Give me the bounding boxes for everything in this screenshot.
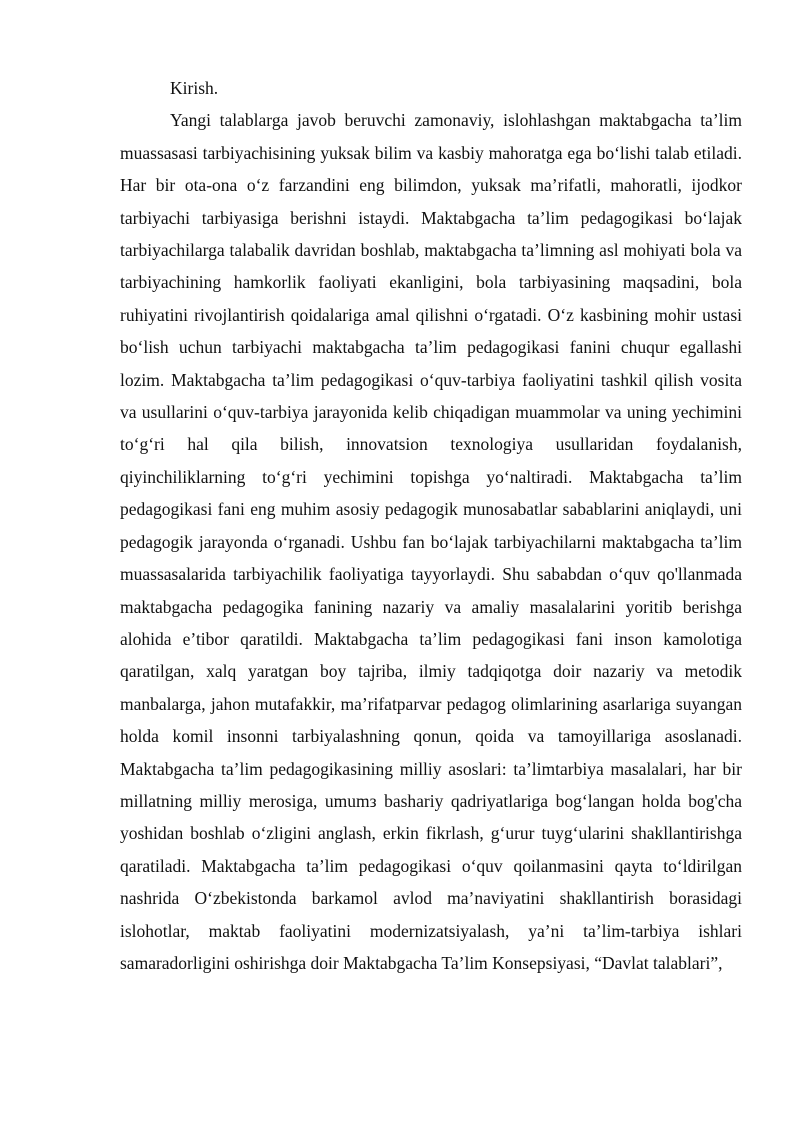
body-paragraph: Yangi talablarga javob beruvchi zamonaviy, islohlashgan maktabgacha ta’lim muassasasi tarbiyachisining yuksak bilim va kasbiy mahoratga ega bo‘lishi talab etiladi. Har bir ota-ona o‘z farzandini eng bilimdon, yuksak ma’rifatli, mahoratli, ijodkor tarbiyachi tarbiyasiga berishni istaydi. Maktabgacha ta’lim pedagogikasi bo‘lajak tarbiyachilarga talabalik davridan boshlab, maktabgacha ta’limning asl mohiyati bola va tarbiyachining hamkorlik faoliyati ekanligini, bola tarbiyasining maqsadini, bola ruhiyatini rivojlantirish qoidalariga amal qilishni o‘rgatadi. O‘z kasbining mohir ustasi bo‘lish uchun tarbiyachi maktabgacha ta’lim pedagogikasi fanini chuqur egallashi lozim. Maktabgacha ta’lim pedagogikasi o‘quv-tarbiya faoliyatini tashkil qilish vosita va usullarini o‘quv-tarbiya jarayonida kelib chiqadigan muammolar va uning yechimini to‘g‘ri hal qila bilish, innovatsion texnologiya usullaridan foydalanish, qiyinchiliklarning to‘g‘ri yechimini topishga yo‘naltiradi. Maktabgacha ta’lim pedagogikasi fani eng muhim asosiy pedagogik munosabatlar sabablarini aniqlaydi, uni pedagogik jarayonda o‘rganadi. Ushbu fan bo‘lajak tarbiyachilarni maktabgacha ta’lim muassasalarida tarbiyachilik faoliyatiga tayyorlaydi. Shu sababdan o‘quv qo'llanmada maktabgacha pedagogika fanining nazariy va amaliy masalalarini yoritib berishga alohida e’tibor qaratildi. Maktabgacha ta’lim pedagogikasi fani inson kamolotiga qaratilgan, xalq yaratgan boy tajriba, ilmiy tadqiqotga doir nazariy va metodik manbalarga, jahon mutafakkir, ma’rifatparvar pedagog olimlarining asarlariga suyangan holda komil insonni tarbiyalashning qonun, qoida va tamoyillariga asoslanadi. Maktabgacha ta’lim pedagogikasining milliy asoslari: ta’limtarbiya masalalari, har bir millatning milliy merosiga, umumз bashariy qadriyatlariga bog‘langan holda bog'cha yoshidan boshlab o‘zligini anglash, erkin fikrlash, g‘urur tuyg‘ularini shakllantirishga qaratiladi. Maktabgacha ta’lim pedagogikasi o‘quv qoilanmasini qayta to‘ldirilgan nashrida O‘zbekistonda barkamol avlod ma’naviyatini shakllantirish borasidagi islohotlar, maktab faoliyatini modernizatsiyalash, ya’ni ta’lim-tarbiya ishlari samaradorligini oshirishga doir Maktabgacha Ta’lim Konsepsiyasi, “Davlat talablari”, xyxy=(120,110,742,973)
document-body xyxy=(120,72,742,979)
section-heading: Kirish. xyxy=(170,78,219,98)
